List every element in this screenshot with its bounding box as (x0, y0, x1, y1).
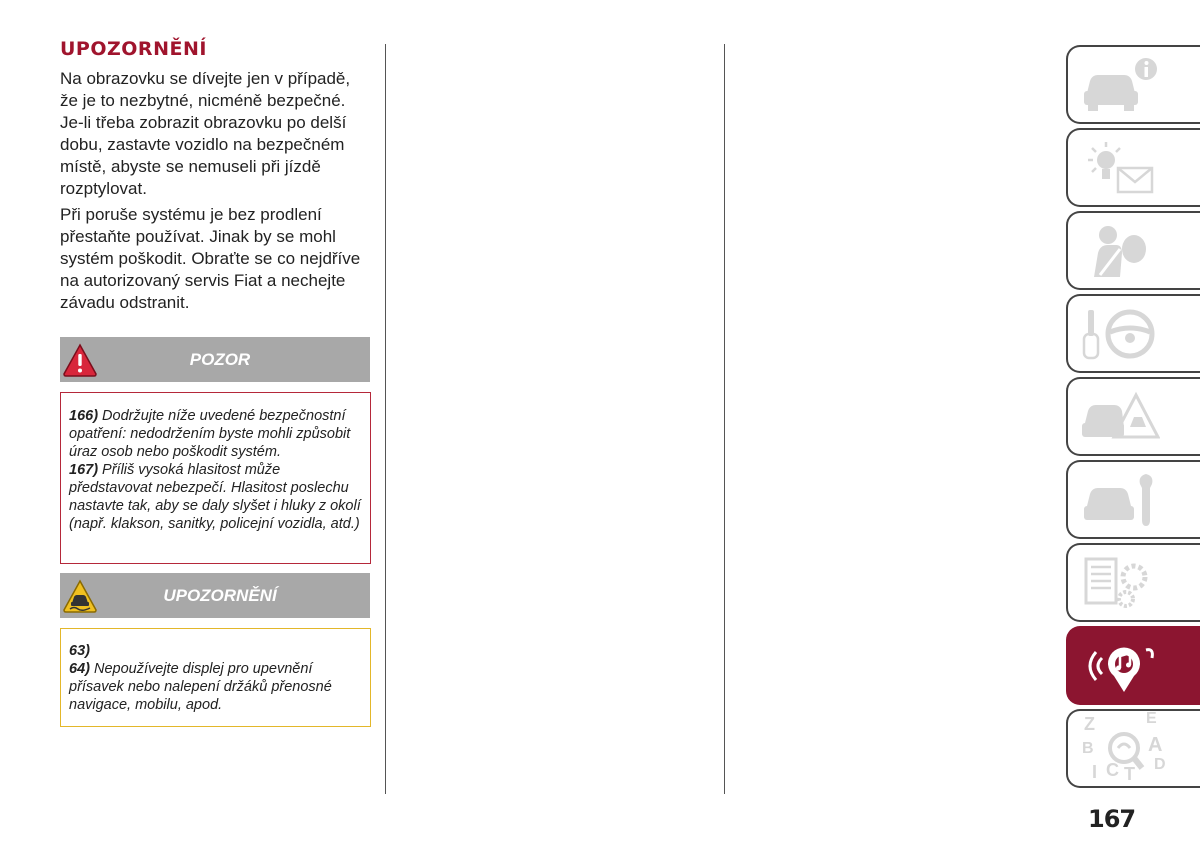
tab-index[interactable] (1066, 709, 1200, 788)
warning-lights-icon (1080, 138, 1160, 198)
tab-start-drive[interactable] (1066, 294, 1200, 373)
index-letter: D (1154, 755, 1166, 773)
tab-technical-data[interactable] (1066, 543, 1200, 622)
danger-triangle-icon (60, 337, 100, 382)
index-letter: A (1148, 733, 1163, 756)
pozor-notes (60, 392, 371, 564)
tab-multimedia[interactable] (1066, 626, 1200, 705)
section-title: UPOZORNĚNÍ (60, 38, 207, 60)
upozorneni-notes (60, 628, 371, 727)
car-maintenance-icon (1080, 470, 1160, 530)
note-number: 64) (69, 661, 90, 677)
multimedia-icon (1080, 636, 1160, 696)
page-number: 167 (1088, 805, 1136, 833)
index-letter: E (1146, 709, 1157, 727)
index-letter: Z (1084, 713, 1095, 734)
tab-safety[interactable] (1066, 211, 1200, 290)
index-letter: B (1082, 739, 1094, 757)
pozor-label: POZOR (189, 349, 251, 369)
tab-car-info[interactable] (1066, 45, 1200, 124)
car-info-icon (1080, 55, 1160, 115)
alphabetical-index-icon (1080, 709, 1170, 784)
key-steering-wheel-icon (1080, 304, 1160, 364)
tab-maintenance[interactable] (1066, 460, 1200, 539)
body-paragraph: Na obrazovku se dívejte jen v případě, že je to nezbytné, nicméně bezpečné. Je-li třeba zobrazit obrazovku po delší dobu, zastavte vozidlo na bezpečném místě, abyste se nemuseli při jízdě rozptylovat. (60, 69, 351, 198)
tab-warning-lights[interactable] (1066, 128, 1200, 207)
note-text: Příliš vysoká hlasitost může představovat nebezpečí. Hlasitost poslechu nastavte tak, aby se daly slyšet i hluky z okolí (např. klakson, sanitky, policejní vozidla, atd.) (69, 462, 361, 532)
note-number: 63) (69, 643, 90, 659)
note-text: Dodržujte níže uvedené bezpečnostní opatření: nedodržením byste mohli způsobit úraz osob nebo poškodit systém. (69, 408, 351, 460)
note-text: Nepoužívejte displej pro upevnění přísavek nebo nalepení držáků přenosné navigace, mobilu, apod. (69, 661, 332, 713)
note-number: 167) (69, 462, 99, 478)
upozorneni-label: UPOZORNĚNÍ (163, 585, 277, 605)
index-letter: C (1106, 759, 1119, 780)
emergency-icon (1080, 387, 1160, 447)
technical-data-icon (1080, 553, 1160, 613)
airbag-seatbelt-icon (1080, 221, 1160, 281)
column-divider (724, 44, 725, 794)
index-letter: I (1092, 761, 1098, 782)
upozorneni-banner (60, 573, 370, 618)
index-letter: T (1124, 763, 1135, 784)
pozor-banner (60, 337, 370, 382)
column-divider (385, 44, 386, 794)
tab-emergency[interactable] (1066, 377, 1200, 456)
caution-car-icon (60, 573, 100, 618)
note-number: 166) (69, 408, 99, 424)
body-paragraph: Při poruše systému je bez prodlení přestaňte používat. Jinak by se mohl systém poškodit. Obraťte se co nejdříve na autorizovaný servis Fiat a nechejte závadu odstranit. (60, 205, 361, 312)
